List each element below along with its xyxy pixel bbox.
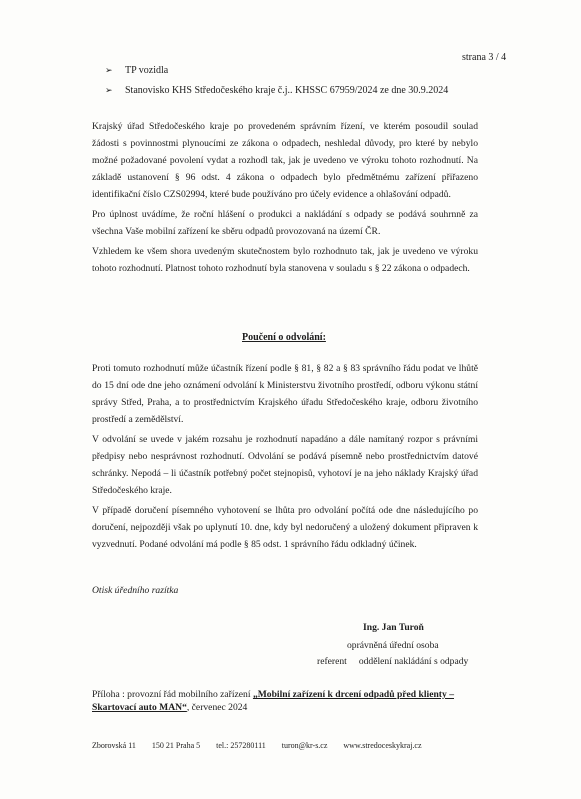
appeal-section (92, 360, 478, 556)
footer-email: turon@kr-s.cz (281, 741, 328, 750)
referent-label: referent (317, 656, 347, 667)
reasoning-section (92, 118, 478, 280)
department-name: oddělení nakládání s odpady (358, 656, 469, 667)
page-number: strana 3 / 4 (462, 52, 507, 63)
footer-tel: tel.: 257280111 (216, 741, 266, 750)
footer-address: Zborovská 11 (92, 741, 136, 750)
list-item: ➢ Stanovisko KHS Středočeského kraje č.j.. KHSSC 67959/2024 ze dne 30.9.2024 (105, 85, 449, 96)
arrow-bullet-icon: ➢ (105, 65, 113, 75)
paragraph: V případě doručení písemného vyhotovení se lhůta pro odvolání počítá ode dne následujícího po doručení, nejpozději však po uplynutí 10. dne, kdy byl nedoručený a uložený dokument připraven k vyzvednutí. Podané odvolání má podle § 85 odst. 1 správního řádu odkladný účinek. (92, 505, 478, 550)
arrow-bullet-icon: ➢ (105, 85, 113, 95)
signatory-name: Ing. Jan Turoň (363, 622, 424, 633)
attachment-note: Příloha : provozní řád mobilního zařízení „Mobilní zařízení k drcení odpadů před klienty – Skartovací auto MAN“, červenec 2024 (92, 689, 454, 713)
signatory-department (317, 656, 468, 667)
page-footer (92, 741, 436, 750)
signatory-role: oprávněná úřední osoba (347, 640, 439, 651)
paragraph: Krajský úřad Středočeského kraje po provedeném správním řízení, ve kterém posoudil soulad žádosti s povinnostmi plynoucími ze zákona o odpadech, neshledal důvody, pro které by nebylo možné požadované povolení vydat a rozhodl tak, jak je uvedeno ve výroku tohoto rozhodnutí. Na základě ustanovení § 96 odst. 4 zákona o odpadech bylo předmětnému zařízení přiřazeno identifikační číslo CZS02994, které bude používáno pro účely evidence a ohlašování odpadů. (92, 121, 478, 200)
footer-city: 150 21 Praha 5 (151, 741, 201, 750)
attachment-title: „Mobilní zařízení k drcení odpadů před klienty – Skartovací auto MAN“ (92, 689, 454, 713)
list-item: ➢ TP vozidla (105, 65, 169, 76)
paragraph: Vzhledem ke všem shora uvedeným skutečnostem bylo rozhodnuto tak, jak je uvedeno ve výroku tohoto rozhodnutí. Platnost tohoto rozhodnutí byla stanovena v souladu s § 22 zákona o odpadech. (92, 246, 478, 274)
paragraph: V odvolání se uvede v jakém rozsahu je rozhodnutí napadáno a dále namítaný rozpor s právními předpisy nebo nesprávnost rozhodnutí. Odvolání se podává písemně nebo prostřednictvím datové schránky. Nepodá – li účastník potřebný počet stejnopisů, vyhotoví je na jeho náklady Krajský úřad Středočeského kraje. (92, 434, 478, 496)
footer-web: www.stredoceskykraj.cz (343, 741, 422, 750)
paragraph: Pro úplnost uvádíme, že roční hlášení o produkci a nakládání s odpady se podává souhrnně za všechna Vaše mobilní zařízení ke sběru odpadů provozovaná na území ČR. (92, 209, 478, 237)
stamp-label: Otisk úředního razítka (92, 585, 179, 596)
appeal-heading: Poučení o odvolání: (242, 332, 326, 343)
paragraph: Proti tomuto rozhodnutí může účastník řízení podle § 81, § 82 a § 83 správního řádu podat ve lhůtě do 15 dní ode dne jeho oznámení odvolání k Ministerstvu životního prostředí, odboru výkonu státní správy Střed, Praha, a to prostřednictvím Krajského úřadu Středočeského kraje, odboru životního prostředí a zemědělství. (92, 363, 478, 425)
attachment-list (105, 64, 448, 104)
